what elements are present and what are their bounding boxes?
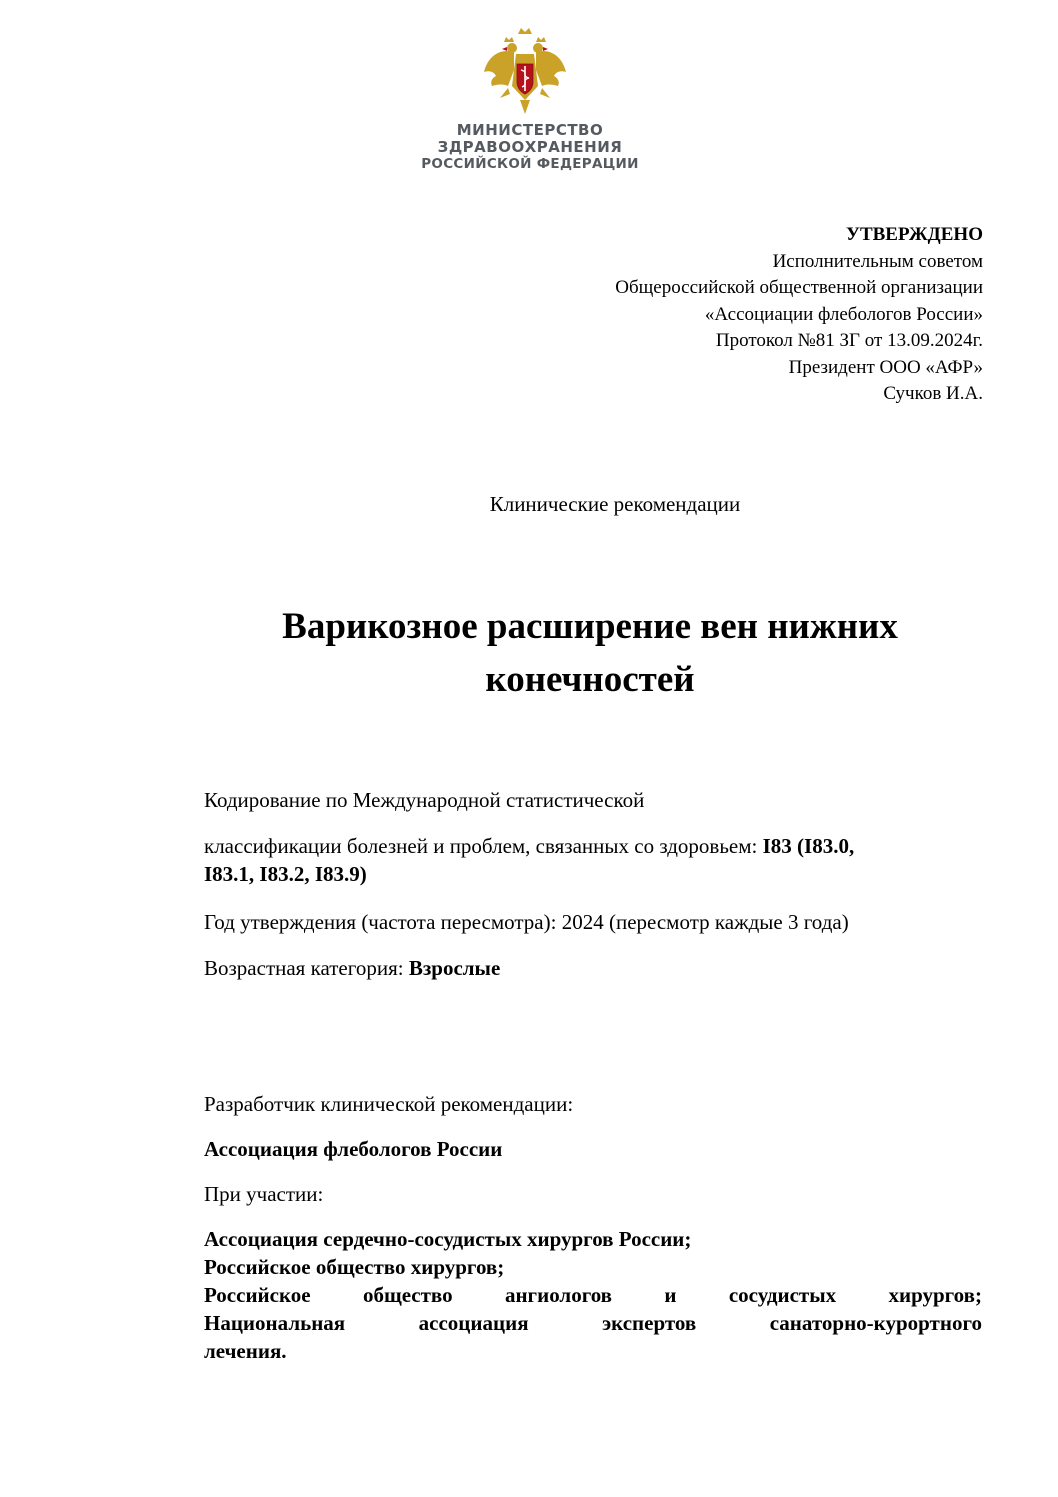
age-category-label: Возрастная категория:: [204, 956, 404, 980]
coding-line1: Кодирование по Международной статистической: [204, 788, 645, 812]
approval-line: Сучков И.А.: [883, 383, 983, 404]
developer-label: Разработчик клинической рекомендации:: [204, 1092, 574, 1116]
participation-org: Национальная ассоциация экспертов санаторно-курортного: [204, 1311, 982, 1335]
participation-orgs: [204, 1225, 982, 1365]
ministry-name-line2: ЗДРАВООХРАНЕНИЯ: [437, 138, 623, 156]
participation-org: лечения.: [204, 1339, 287, 1363]
approval-line: Президент ООО «АФР»: [788, 356, 983, 378]
approval-line: Исполнительным советом: [772, 250, 983, 272]
participation-org: Ассоциация сердечно-сосудистых хирургов России;: [204, 1227, 692, 1251]
approval-year-label: Год утверждения (частота пересмотра):: [204, 910, 557, 934]
participation-org: Российское общество ангиологов и сосудистых хирургов;: [204, 1283, 982, 1307]
approval-line: Протокол №81 ЗГ от 13.09.2024г.: [715, 330, 983, 351]
ministry-name-line3: РОССИЙСКОЙ ФЕДЕРАЦИИ: [421, 156, 639, 172]
approval-block: [463, 222, 983, 408]
age-category-value: Взрослые: [408, 956, 501, 980]
developer-name: Ассоциация флебологов России: [204, 1137, 503, 1161]
participation-label: При участии:: [204, 1182, 324, 1206]
approval-heading: УТВЕРЖДЕНО: [846, 224, 983, 245]
ministry-name: [380, 122, 680, 173]
approval-line: Общероссийской общественной организации: [615, 277, 983, 298]
approval-year: [204, 908, 982, 936]
approval-line: «Ассоциации флебологов России»: [704, 303, 983, 325]
document-kind: Клинические рекомендации: [489, 492, 741, 516]
coding-codes-a: I83 (I83.0,: [762, 834, 855, 858]
coding-line2: классификации болезней и проблем, связанных со здоровьем:: [204, 834, 758, 858]
ministry-name-line1: МИНИСТЕРСТВО: [456, 121, 604, 139]
coding-codes-b: I83.1, I83.2, I83.9): [204, 862, 367, 886]
document-title-line1: Варикозное расширение вен нижних: [282, 606, 898, 647]
document-title: [180, 600, 1000, 706]
document-title-line2: конечностей: [485, 659, 695, 700]
approval-year-value: 2024 (пересмотр каждые 3 года): [561, 910, 849, 934]
coding-block: [204, 832, 982, 888]
age-category: [204, 954, 982, 982]
participation-org: Российское общество хирургов;: [204, 1255, 505, 1279]
ministry-emblem-logo: [480, 26, 570, 118]
